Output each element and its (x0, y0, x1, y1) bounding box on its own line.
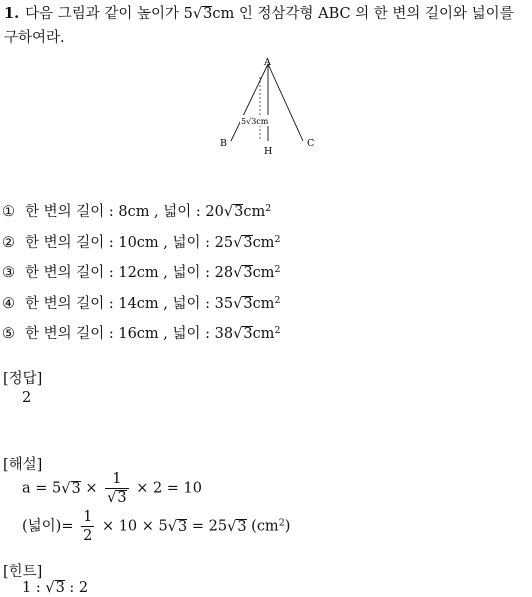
sqrt-expression: √3 (223, 204, 244, 220)
solution-heading: [해설] (3, 457, 43, 473)
label-c: C (307, 138, 315, 149)
answer-value: 2 (22, 390, 32, 406)
solution-line-2: (넓이)= $\frac{1}{2}$ × 10 × 5√3 = 25√3 $(cm^2)$ (22, 509, 291, 544)
choice-4-unit: cm (252, 296, 275, 312)
answer-heading: [정답] (3, 371, 43, 387)
question-number: 1. (4, 5, 20, 22)
fraction: $\frac{1}{√3}$ (107, 471, 127, 506)
sqrt-expression: √3 (233, 235, 253, 251)
choice-3-text: 한 변의 길이 : 12cm , 넓이 : 28 (25, 265, 234, 281)
sqrt-expression: √3 (233, 265, 253, 281)
choice-3[interactable] (2, 261, 280, 282)
choice-1-mark: ① (2, 204, 15, 220)
choice-5-exp: 2 (274, 324, 281, 336)
choice-1-text: 한 변의 길이 : 8cm , 넓이 : 20 (25, 204, 224, 220)
choice-4-mark: ④ (2, 296, 15, 312)
label-a: A (264, 57, 271, 68)
sqrt-expression: √3 (233, 326, 253, 342)
choice-3-mark: ③ (2, 265, 15, 281)
sqrt-expression: √3 (61, 480, 81, 497)
choice-1-unit: cm (243, 204, 266, 220)
solution-line-1: a = 5√3 × $\frac{1}{√3}$ × 2 = 10 (22, 471, 203, 506)
hint-heading: [힌트] (3, 564, 43, 580)
choice-5[interactable] (2, 322, 280, 343)
choice-2-text: 한 변의 길이 : 10cm , 넓이 : 25 (25, 235, 234, 251)
choice-1-exp: 2 (265, 202, 272, 214)
choice-1[interactable] (2, 200, 271, 221)
svg-text:5√3cm: 5√3cm (241, 117, 269, 126)
choice-5-mark: ⑤ (2, 326, 15, 342)
side-ab (231, 64, 268, 141)
hint-ratio: 1 : √3 : 2 (22, 580, 89, 596)
choice-3-unit: cm (252, 265, 275, 281)
sqrt-expression: √3 (227, 518, 247, 535)
choice-5-unit: cm (252, 326, 275, 342)
choice-5-text: 한 변의 길이 : 16cm , 넓이 : 38 (25, 326, 234, 342)
choice-2[interactable] (2, 231, 280, 252)
choice-2-mark: ② (2, 235, 15, 251)
height-label (240, 115, 270, 126)
label-h: H (264, 146, 273, 157)
sqrt-expression: √3 (233, 296, 253, 312)
sqrt-expression: √3 (167, 518, 188, 535)
choice-2-exp: 2 (274, 233, 281, 245)
triangle-figure (210, 55, 325, 160)
sqrt-expression: √3 (192, 6, 213, 22)
question-text (4, 2, 528, 50)
choice-4-text: 한 변의 길이 : 14cm , 넓이 : 35 (25, 296, 234, 312)
label-b: B (220, 138, 227, 149)
choice-2-unit: cm (252, 235, 275, 251)
choice-4-exp: 2 (274, 294, 281, 306)
question-text-before: 다음 그림과 같이 높이가 5 (25, 6, 193, 22)
sqrt-expression: √3 (45, 580, 65, 596)
side-ac (268, 64, 303, 141)
choice-4[interactable] (2, 292, 280, 313)
question-text-after: cm 인 정삼각형 ABC 의 한 변의 길이와 넓이를 구하여라. (4, 6, 514, 46)
choice-3-exp: 2 (274, 263, 281, 275)
fraction: $\frac{1}{2}$ (83, 509, 93, 544)
